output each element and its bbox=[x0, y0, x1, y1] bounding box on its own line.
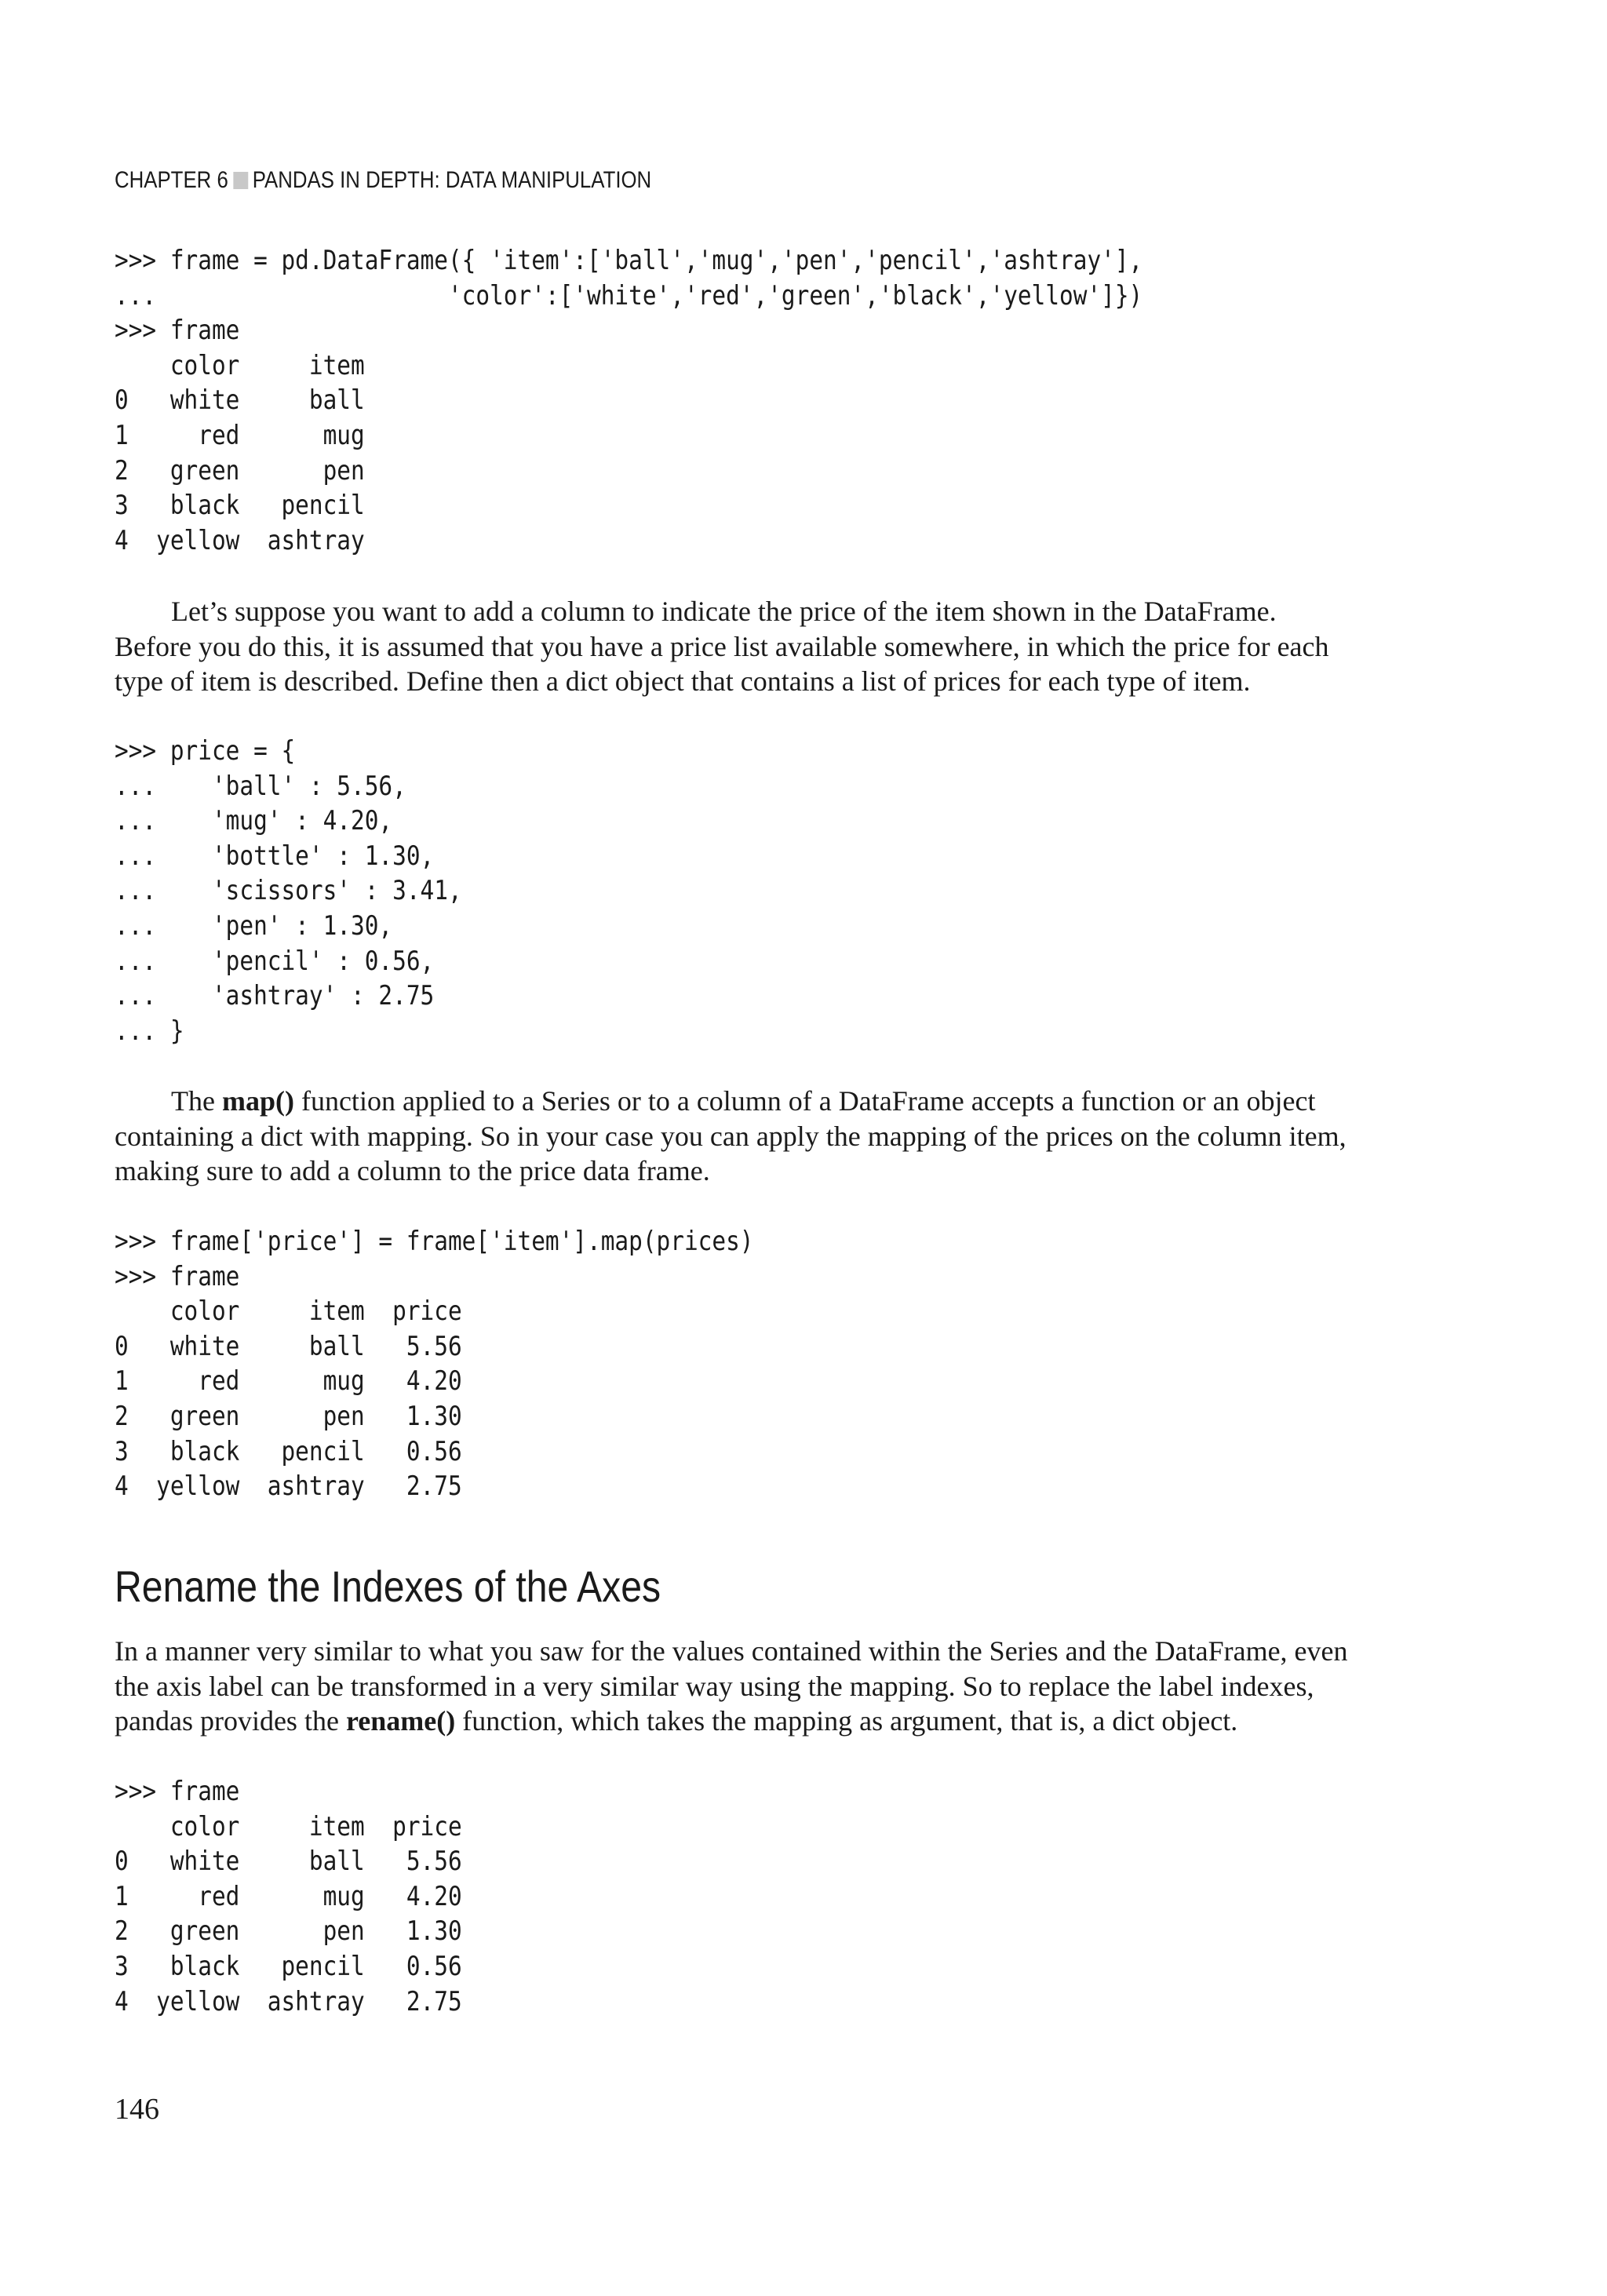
paragraph-line: the axis label can be transformed in a very similar way using the mapping. So to replace the label indexes, bbox=[115, 1670, 1314, 1702]
paragraph-line: Let’s suppose you want to add a column to indicate the price of the item shown in the DataFrame. bbox=[171, 596, 1277, 627]
paragraph-map-function bbox=[115, 1084, 1441, 1189]
paragraph-line: type of item is described. Define then a dict object that contains a list of prices for each type of item. bbox=[115, 665, 1251, 698]
paragraph-line: Before you do this, it is assumed that you have a price list available somewhere, in which the price for each bbox=[115, 630, 1329, 662]
code-block-create-frame: >>> frame = pd.DataFrame({ 'item':['ball','mug','pen','pencil','ashtray'], ... 'color':['white','red','green','black','yellow']}) >>> frame color item 0 white ball 1 red mug 2 green pen 3 black pencil 4 yellow ashtray bbox=[115, 245, 1143, 556]
chapter-label: CHAPTER 6 bbox=[115, 167, 228, 193]
paragraph-line bbox=[115, 1084, 1441, 1119]
paragraph-rename-intro bbox=[115, 1634, 1441, 1739]
section-heading: Rename the Indexes of the Axes bbox=[115, 1562, 661, 1611]
function-name-rename: rename() bbox=[345, 1705, 456, 1737]
paragraph-line: making sure to add a column to the price data frame. bbox=[115, 1155, 710, 1187]
text-run: The bbox=[171, 1085, 222, 1117]
text-run: function, which takes the mapping as argument, that is, a dict object. bbox=[455, 1705, 1238, 1737]
paragraph-price-intro bbox=[115, 594, 1441, 699]
code-block-frame-output: >>> frame color item price 0 white ball 5.56 1 red mug 4.20 2 green pen 1.30 3 black pencil 0.56 4 yellow ashtray 2.75 bbox=[115, 1776, 462, 2017]
function-name-map: map() bbox=[221, 1085, 294, 1117]
paragraph-line: In a manner very similar to what you saw for the values contained within the Series and the DataFrame, even bbox=[115, 1635, 1348, 1667]
running-header bbox=[115, 167, 651, 194]
paragraph-line: containing a dict with mapping. So in your case you can apply the mapping of the prices on the column item, bbox=[115, 1120, 1346, 1152]
header-square-icon bbox=[234, 172, 249, 189]
text-run: pandas provides the bbox=[115, 1705, 346, 1737]
page-number: 146 bbox=[115, 2093, 159, 2126]
code-block-price-dict: >>> price = { ... 'ball' : 5.56, ... 'mug' : 4.20, ... 'bottle' : 1.30, ... 'scissors' : 3.41, ... 'pen' : 1.30, ... 'pencil' : 0.56, ... 'ashtray' : 2.75 ... } bbox=[115, 735, 462, 1047]
code-block-map-prices: >>> frame['price'] = frame['item'].map(prices) >>> frame color item price 0 white ball 5.56 1 red mug 4.20 2 green pen 1.30 3 black pencil 0.56 4 yellow ashtray 2.75 bbox=[115, 1226, 754, 1503]
chapter-title: PANDAS IN DEPTH: DATA MANIPULATION bbox=[252, 167, 652, 193]
book-page bbox=[115, 0, 1492, 2296]
paragraph-line bbox=[115, 1704, 1441, 1739]
text-run: function applied to a Series or to a column of a DataFrame accepts a function or an object bbox=[293, 1085, 1316, 1117]
